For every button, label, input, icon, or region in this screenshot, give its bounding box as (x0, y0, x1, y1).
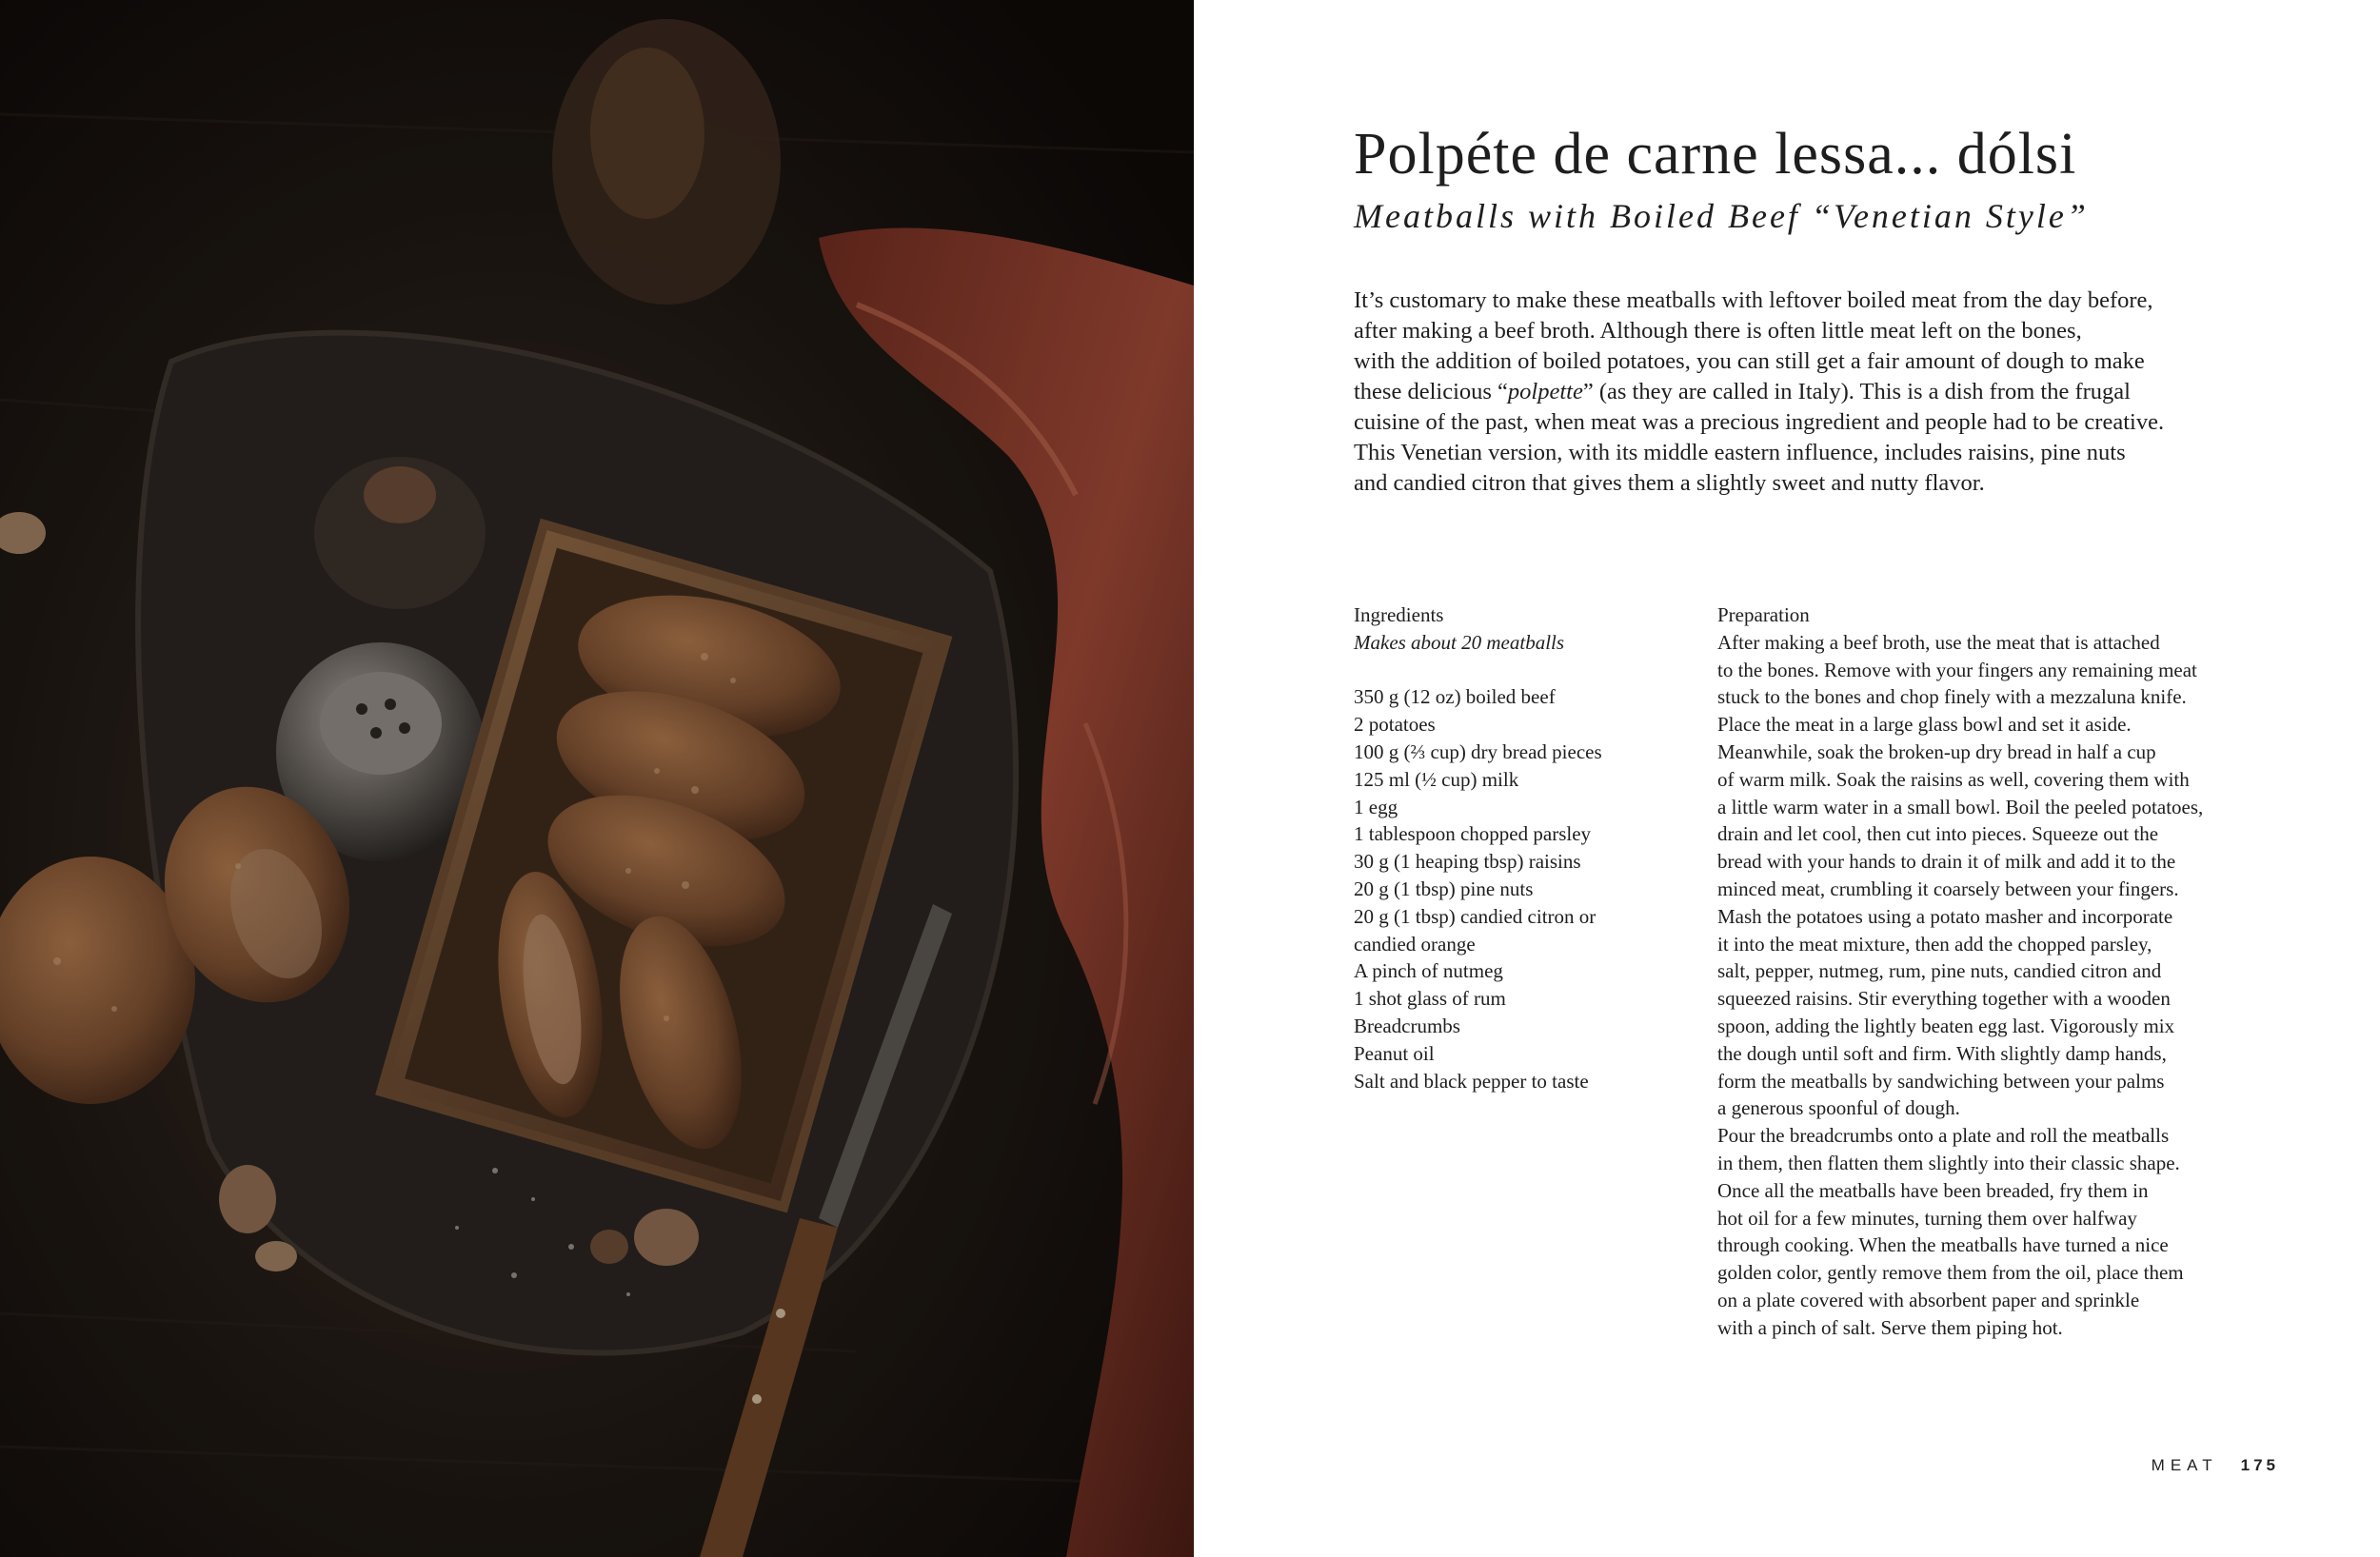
intro-text: these delicious “ (1354, 379, 1508, 404)
recipe-title: Polpéte de carne lessa... dólsi (1354, 122, 2077, 187)
preparation-line: minced meat, crumbling it coarsely between your fingers. (1717, 877, 2179, 900)
ingredient-item: Breadcrumbs (1354, 1014, 1460, 1037)
preparation-line: After making a beef broth, use the meat that is attached (1717, 630, 2160, 654)
preparation-line: the dough until soft and firm. With slightly damp hands, (1717, 1041, 2167, 1065)
preparation-line: Place the meat in a large glass bowl and set it aside. (1717, 713, 2132, 737)
intro-text: ” (as they are called in Italy). This is a dish from the frugal (1582, 379, 2131, 404)
preparation-line: bread with your hands to drain it of milk and add it to the (1717, 850, 2176, 874)
intro-line (1354, 377, 2268, 407)
page-number: 175 (2240, 1456, 2279, 1474)
intro-line: cuisine of the past, when meat was a precious ingredient and people had to be creative. (1354, 409, 2165, 435)
preparation-line: salt, pepper, nutmeg, rum, pine nuts, candied citron and (1717, 959, 2162, 983)
ingredient-item: 1 tablespoon chopped parsley (1354, 822, 1592, 846)
ingredient-item: 350 g (12 oz) boiled beef (1354, 685, 1556, 709)
preparation-line: to the bones. Remove with your fingers any remaining meat (1717, 658, 2197, 681)
ingredient-item: 100 g (⅔ cup) dry bread pieces (1354, 739, 1602, 763)
ingredient-item: Salt and black pepper to taste (1354, 1069, 1589, 1093)
preparation-line: through cooking. When the meatballs have turned a nice (1717, 1233, 2169, 1257)
intro-line: It’s customary to make these meatballs with leftover boiled meat from the day before, (1354, 287, 2153, 313)
preparation-text (1717, 629, 2260, 1342)
preparation-line: Pour the breadcrumbs onto a plate and roll the meatballs (1717, 1124, 2170, 1148)
preparation-line: in them, then flatten them slightly into their classic shape. (1717, 1151, 2180, 1174)
ingredient-item: A pinch of nutmeg (1354, 959, 1503, 983)
preparation-line: on a plate covered with absorbent paper and sprinkle (1717, 1288, 2140, 1311)
intro-line: and candied citron that gives them a slightly sweet and nutty flavor. (1354, 470, 1985, 496)
preparation-line: form the meatballs by sandwiching between your palms (1717, 1069, 2165, 1093)
preparation-line: hot oil for a few minutes, turning them over halfway (1717, 1206, 2137, 1230)
preparation-line: drain and let cool, then cut into pieces. Squeeze out the (1717, 822, 2159, 846)
intro-line: after making a beef broth. Although there is often little meat left on the bones, (1354, 318, 2082, 344)
preparation-line: it into the meat mixture, then add the chopped parsley, (1717, 932, 2152, 956)
intro-italic-word: polpette (1507, 379, 1583, 404)
recipe-page (1194, 0, 2380, 1557)
yield-note: Makes about 20 meatballs (1354, 630, 1565, 654)
recipe-intro (1354, 286, 2268, 499)
ingredients-section (1354, 601, 1668, 1094)
preparation-line: Once all the meatballs have been breaded, fry them in (1717, 1178, 2149, 1202)
preparation-line: a generous spoonful of dough. (1717, 1096, 1960, 1120)
ingredient-item: candied orange (1354, 932, 1476, 956)
ingredient-item: 20 g (1 tbsp) candied citron or (1354, 904, 1597, 928)
ingredients-heading: Ingredients (1354, 603, 1444, 626)
preparation-line: with a pinch of salt. Serve them piping hot. (1717, 1315, 2063, 1339)
ingredient-item: 1 shot glass of rum (1354, 987, 1506, 1011)
page-footer (2152, 1456, 2279, 1475)
recipe-subtitle: Meatballs with Boiled Beef “Venetian Style” (1354, 197, 2089, 235)
preparation-line: spoon, adding the lightly beaten egg last. Vigorously mix (1717, 1014, 2175, 1037)
section-name: MEAT (2151, 1456, 2218, 1474)
preparation-section (1717, 601, 2260, 1342)
preparation-line: Mash the potatoes using a potato masher and incorporate (1717, 904, 2173, 928)
ingredient-item: 1 egg (1354, 795, 1398, 818)
ingredient-list (1354, 683, 1668, 1094)
preparation-heading: Preparation (1717, 603, 1810, 626)
intro-line: This Venetian version, with its middle eastern influence, includes raisins, pine nuts (1354, 440, 2126, 465)
preparation-line: squeezed raisins. Stir everything together with a wooden (1717, 987, 2171, 1011)
ingredient-item: 125 ml (½ cup) milk (1354, 767, 1519, 791)
ingredient-item: 20 g (1 tbsp) pine nuts (1354, 877, 1534, 900)
ingredient-item: 30 g (1 heaping tbsp) raisins (1354, 850, 1581, 874)
preparation-line: Meanwhile, soak the broken-up dry bread in half a cup (1717, 739, 2156, 763)
preparation-line: stuck to the bones and chop finely with a mezzaluna knife. (1717, 685, 2187, 709)
ingredient-item: Peanut oil (1354, 1041, 1435, 1065)
preparation-line: golden color, gently remove them from the oil, place them (1717, 1261, 2184, 1285)
intro-line: with the addition of boiled potatoes, you can still get a fair amount of dough to make (1354, 348, 2145, 374)
preparation-line: of warm milk. Soak the raisins as well, covering them with (1717, 767, 2190, 791)
preparation-line: a little warm water in a small bowl. Boil the peeled potatoes, (1717, 795, 2204, 818)
ingredient-item: 2 potatoes (1354, 713, 1436, 737)
